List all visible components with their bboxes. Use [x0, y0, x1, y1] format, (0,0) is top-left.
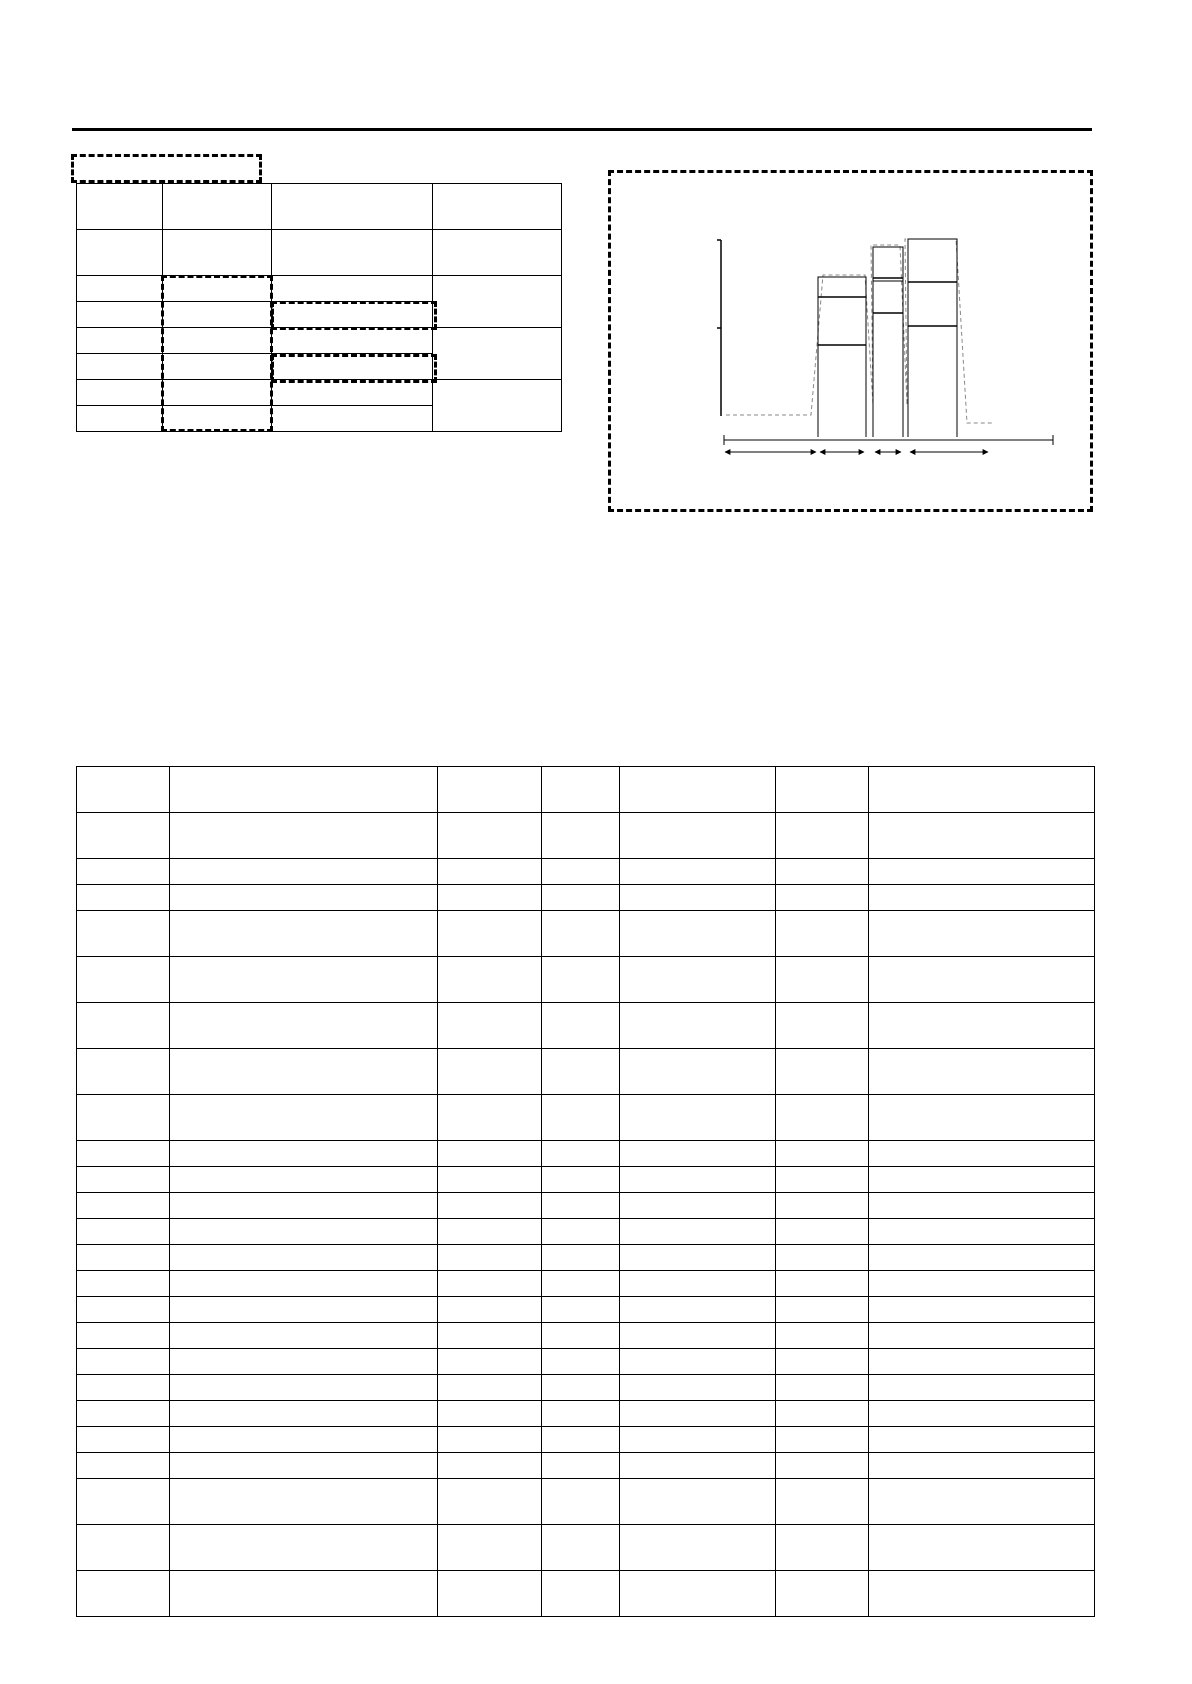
table-cell: [77, 354, 163, 380]
table-cell: [438, 1571, 542, 1617]
table-cell: [620, 1479, 776, 1525]
table-cell: [77, 184, 163, 230]
table-cell: [542, 911, 620, 957]
table-cell: [776, 813, 869, 859]
table-cell: [776, 1479, 869, 1525]
table-cell: [869, 1271, 1095, 1297]
table-cell: [77, 813, 170, 859]
table-cell: [620, 1095, 776, 1141]
table-cell: [620, 1571, 776, 1617]
table-cell: [776, 1003, 869, 1049]
table-row: [77, 1193, 1095, 1219]
table-cell: [77, 1271, 170, 1297]
table-cell: [869, 885, 1095, 911]
table-cell: [438, 1271, 542, 1297]
main-table: [76, 766, 1095, 1617]
table-cell: [620, 1525, 776, 1571]
table-cell: [77, 1141, 170, 1167]
table-cell: [620, 813, 776, 859]
table-cell: [620, 1271, 776, 1297]
table-cell: [542, 885, 620, 911]
table-cell: [869, 1323, 1095, 1349]
table-cell: [620, 911, 776, 957]
table-cell: [620, 1349, 776, 1375]
table-row: [77, 885, 1095, 911]
table-row: [77, 1271, 1095, 1297]
table-cell: [542, 813, 620, 859]
table-cell: [776, 911, 869, 957]
table-cell: [869, 1401, 1095, 1427]
table-cell: [869, 813, 1095, 859]
table-cell: [170, 1525, 438, 1571]
table-cell: [869, 1167, 1095, 1193]
table-cell: [869, 1193, 1095, 1219]
table-row: [77, 1571, 1095, 1617]
table-cell: [869, 1219, 1095, 1245]
table-cell: [272, 230, 433, 276]
table-cell: [272, 380, 433, 406]
table-cell: [620, 1049, 776, 1095]
table-cell: [776, 1141, 869, 1167]
table-cell: [272, 328, 433, 354]
profile-figure-frame: [608, 170, 1093, 512]
table-cell: [542, 1003, 620, 1049]
table-cell: [170, 1571, 438, 1617]
table-cell: [869, 1349, 1095, 1375]
cell-highlight-box: [271, 301, 437, 330]
table-row: [77, 380, 562, 406]
table-cell: [438, 859, 542, 885]
table-cell: [77, 1453, 170, 1479]
table-cell: [776, 859, 869, 885]
table-cell: [433, 276, 562, 328]
table-cell: [620, 1219, 776, 1245]
table-cell: [542, 1349, 620, 1375]
table-row: [77, 1245, 1095, 1271]
table-row: [77, 276, 562, 302]
table-cell: [776, 1453, 869, 1479]
table-cell: [869, 767, 1095, 813]
table-cell: [776, 885, 869, 911]
table-cell: [433, 328, 562, 380]
table-cell: [170, 1453, 438, 1479]
table-cell: [438, 1349, 542, 1375]
table-cell: [620, 957, 776, 1003]
table-row: [77, 1219, 1095, 1245]
table-cell: [77, 406, 163, 432]
table-row: [77, 1401, 1095, 1427]
table-cell: [620, 1193, 776, 1219]
table-cell: [776, 1525, 869, 1571]
table-cell: [433, 230, 562, 276]
table-cell: [542, 1141, 620, 1167]
table-cell: [77, 859, 170, 885]
table-cell: [542, 1479, 620, 1525]
table-cell: [620, 1427, 776, 1453]
table-cell: [869, 1479, 1095, 1525]
table-cell: [77, 276, 163, 302]
table-cell: [620, 1245, 776, 1271]
column-highlight-box: [161, 275, 273, 432]
table-cell: [620, 1141, 776, 1167]
table-cell: [433, 380, 562, 432]
table-cell: [438, 767, 542, 813]
table-row: [77, 1349, 1095, 1375]
table-cell: [869, 1003, 1095, 1049]
table-row: [77, 1427, 1095, 1453]
table-cell: [438, 1453, 542, 1479]
table-row: [77, 1297, 1095, 1323]
table-cell: [170, 885, 438, 911]
table-cell: [170, 1193, 438, 1219]
table-cell: [542, 1193, 620, 1219]
table-cell: [163, 184, 272, 230]
table-cell: [77, 302, 163, 328]
table-cell: [776, 1245, 869, 1271]
table-cell: [272, 406, 433, 432]
table-cell: [438, 957, 542, 1003]
table-cell: [869, 957, 1095, 1003]
table-cell: [438, 1427, 542, 1453]
table-cell: [77, 1479, 170, 1525]
table-row: [77, 1049, 1095, 1095]
table-cell: [77, 1375, 170, 1401]
table-cell: [170, 1095, 438, 1141]
table-cell: [438, 1297, 542, 1323]
table-cell: [438, 1095, 542, 1141]
table-row: [77, 1375, 1095, 1401]
table-cell: [438, 1375, 542, 1401]
table-cell: [620, 1003, 776, 1049]
table-cell: [438, 813, 542, 859]
table-cell: [77, 1095, 170, 1141]
table-cell: [776, 1095, 869, 1141]
table-cell: [542, 1245, 620, 1271]
table-cell: [869, 1245, 1095, 1271]
table-cell: [776, 1271, 869, 1297]
header-rule: [72, 128, 1092, 131]
table-cell: [542, 1095, 620, 1141]
table-cell: [77, 1049, 170, 1095]
table-cell: [542, 1049, 620, 1095]
table-cell: [77, 885, 170, 911]
table-cell: [869, 1049, 1095, 1095]
table-row: [77, 1095, 1095, 1141]
table-cell: [869, 911, 1095, 957]
table-cell: [542, 1219, 620, 1245]
table-cell: [77, 328, 163, 354]
table-cell: [438, 1525, 542, 1571]
step-block-1: [818, 277, 866, 437]
table-cell: [869, 1095, 1095, 1141]
table-cell: [170, 1479, 438, 1525]
table-cell: [77, 1323, 170, 1349]
table-row: [77, 1479, 1095, 1525]
table-cell: [438, 911, 542, 957]
table-row: [77, 230, 562, 276]
table-cell: [170, 859, 438, 885]
table-cell: [438, 1167, 542, 1193]
table-cell: [77, 1427, 170, 1453]
table-cell: [776, 1193, 869, 1219]
table-cell: [438, 1323, 542, 1349]
table-cell: [77, 911, 170, 957]
table-cell: [776, 1323, 869, 1349]
table-cell: [542, 1297, 620, 1323]
table-cell: [77, 1193, 170, 1219]
step-profile-diagram: [611, 173, 1096, 515]
table-cell: [620, 1453, 776, 1479]
table-cell: [77, 957, 170, 1003]
table-cell: [170, 767, 438, 813]
table-cell: [869, 1525, 1095, 1571]
table-row: [77, 813, 1095, 859]
table-cell: [170, 957, 438, 1003]
table-cell: [438, 1245, 542, 1271]
table-cell: [620, 1323, 776, 1349]
table-cell: [869, 1571, 1095, 1617]
table-row: [77, 957, 1095, 1003]
table-cell: [77, 1571, 170, 1617]
table-cell: [170, 1271, 438, 1297]
table-cell: [77, 1003, 170, 1049]
table-row: [77, 1003, 1095, 1049]
table-cell: [869, 1427, 1095, 1453]
table-cell: [170, 1297, 438, 1323]
table-cell: [869, 1141, 1095, 1167]
table-cell: [77, 1525, 170, 1571]
table-cell: [776, 1049, 869, 1095]
table-cell: [620, 1375, 776, 1401]
table-cell: [170, 1349, 438, 1375]
table-cell: [620, 885, 776, 911]
table-cell: [170, 1003, 438, 1049]
table-cell: [869, 1297, 1095, 1323]
step-block-2: [873, 247, 903, 437]
table-cell: [542, 1167, 620, 1193]
table-cell: [542, 957, 620, 1003]
table-cell: [542, 767, 620, 813]
table-cell: [542, 1401, 620, 1427]
table-row: [77, 1323, 1095, 1349]
table-cell: [776, 957, 869, 1003]
table-cell: [77, 1401, 170, 1427]
table-row: [77, 1453, 1095, 1479]
table-cell: [438, 1479, 542, 1525]
table-cell: [170, 1401, 438, 1427]
table-cell: [438, 885, 542, 911]
table-cell: [170, 1049, 438, 1095]
table-cell: [438, 1219, 542, 1245]
table-cell: [170, 1167, 438, 1193]
table-cell: [77, 1219, 170, 1245]
table-cell: [163, 230, 272, 276]
table-cell: [170, 1219, 438, 1245]
table-cell: [438, 1193, 542, 1219]
table-cell: [272, 276, 433, 302]
table-cell: [620, 767, 776, 813]
table-cell: [542, 1271, 620, 1297]
table-cell: [620, 1401, 776, 1427]
table-cell: [77, 1245, 170, 1271]
table-cell: [170, 911, 438, 957]
table-cell: [170, 1323, 438, 1349]
table-cell: [170, 1245, 438, 1271]
table-cell: [776, 1349, 869, 1375]
table-cell: [776, 1571, 869, 1617]
table-cell: [77, 230, 163, 276]
table-row: [77, 1167, 1095, 1193]
table-cell: [272, 184, 433, 230]
table-cell: [542, 1571, 620, 1617]
table-cell: [776, 1297, 869, 1323]
table-row: [77, 184, 562, 230]
table-row: [77, 859, 1095, 885]
table-cell: [438, 1003, 542, 1049]
table-cell: [776, 767, 869, 813]
table-row: [77, 1141, 1095, 1167]
table-cell: [77, 767, 170, 813]
table-cell: [438, 1401, 542, 1427]
table-cell: [776, 1375, 869, 1401]
table-cell: [438, 1049, 542, 1095]
table-cell: [776, 1427, 869, 1453]
table-row: [77, 911, 1095, 957]
table-cell: [77, 1167, 170, 1193]
table-cell: [542, 1453, 620, 1479]
table-cell: [869, 1453, 1095, 1479]
table-cell: [542, 1375, 620, 1401]
table-cell: [170, 1141, 438, 1167]
table-cell: [433, 184, 562, 230]
table-cell: [77, 380, 163, 406]
table-cell: [542, 1323, 620, 1349]
table-cell: [869, 859, 1095, 885]
table-cell: [776, 1401, 869, 1427]
table-cell: [542, 1427, 620, 1453]
cell-highlight-box: [271, 354, 437, 383]
table-cell: [620, 1297, 776, 1323]
table-cell: [776, 1219, 869, 1245]
table-cell: [77, 1349, 170, 1375]
step-block-3: [908, 239, 957, 437]
table-cell: [869, 1375, 1095, 1401]
table-cell: [542, 1525, 620, 1571]
table-cell: [170, 1427, 438, 1453]
table-cell: [170, 813, 438, 859]
table-cell: [620, 1167, 776, 1193]
table-cell: [776, 1167, 869, 1193]
table-cell: [542, 859, 620, 885]
table-row: [77, 767, 1095, 813]
table-cell: [77, 1297, 170, 1323]
table-row: [77, 1525, 1095, 1571]
table-cell: [438, 1141, 542, 1167]
table-cell: [170, 1375, 438, 1401]
table-cell: [620, 859, 776, 885]
title-placeholder-box: [71, 154, 262, 183]
dashed-profile-line: [726, 239, 993, 423]
table-row: [77, 328, 562, 354]
